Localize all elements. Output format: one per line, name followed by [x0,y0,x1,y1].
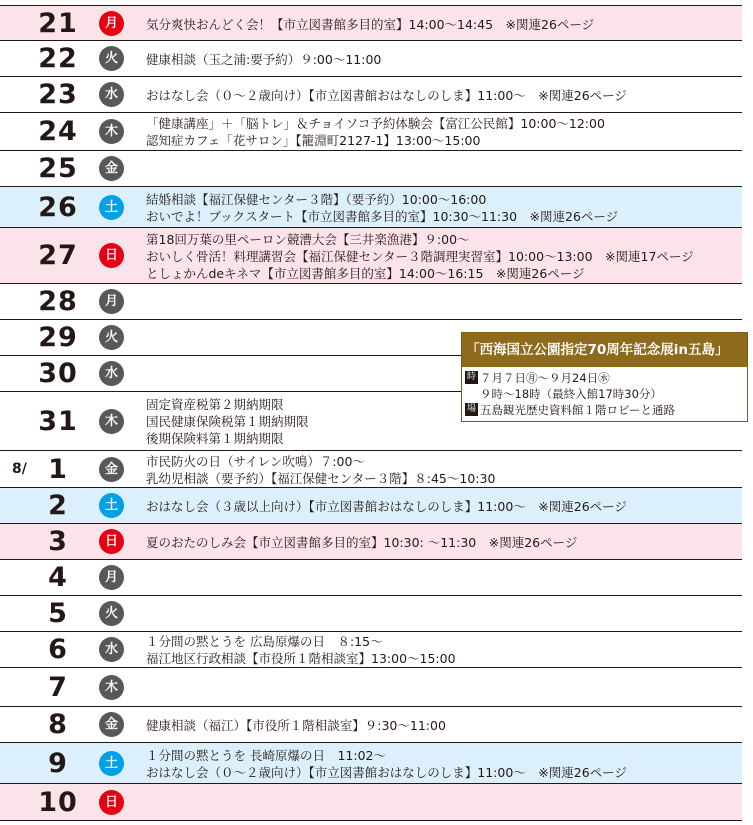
weekday-badge: 金 [99,457,124,482]
event-item: 気分爽快おんどく会！【市立図書館多目的室】14:00～14:45 ※関連26ページ [146,16,595,32]
day-number: 27 [38,240,78,271]
event-list [146,115,738,149]
event-list [146,498,738,515]
day-number: 29 [38,322,78,353]
notice-place-line [462,402,747,418]
event-item: 後期保険料第１期納期限 [146,431,284,446]
weekday-badge: 日 [99,790,124,815]
event-item: おはなし会（３歳以上向け）【市立図書館おはなしのしま】11:00～ ※関連26ページ [146,498,627,514]
weekday-badge: 木 [99,409,124,434]
day-number: 30 [38,358,78,389]
event-item: 固定資産税第２期納期限 [146,397,284,412]
day-number: 25 [38,153,78,184]
calendar-row [0,41,742,77]
event-item: 市民防火の日（サイレン吹鳴）７:00～ [146,453,365,469]
weekday-badge: 水 [99,82,124,107]
weekday-badge: 土 [99,195,124,220]
notice-hours: ９時～18時（最終入館17時30分） [480,387,662,401]
event-item: 乳幼児相談（要予約）【福江保健センター３階】８:45～10:30 [146,470,496,486]
event-list [146,633,738,667]
calendar-row [0,5,742,41]
day-number: 1 [48,453,68,485]
weekday-badge: 月 [99,565,124,590]
day-number: 2 [48,490,68,521]
calendar-row [0,451,742,488]
calendar-row [0,560,742,596]
event-item: おいでよ！ブックスタート【市立図書館多目的室】10:30～11:30 ※関連26ページ [146,208,619,224]
calendar-row [0,707,742,743]
notice-date: ７月７日㊊～９月24日㊌ [480,371,610,385]
day-number: 7 [48,671,68,703]
day-number: 21 [38,8,78,39]
day-number: 6 [48,634,68,665]
event-item: おいしく骨活！料理講習会【福江保健センター３階調理実習室】10:00～13:00 ※関連17ページ [146,248,694,264]
event-item: おはなし会（０～２歳向け）【市立図書館おはなしのしま】11:00～ ※関連26ページ [146,87,627,103]
weekday-badge: 金 [99,156,124,181]
weekday-badge: 金 [99,712,124,737]
month-prefix: 8/ [12,460,27,477]
notice-title: 「西海国立公園指定70周年記念展in五島」 [462,333,747,367]
event-item: 第18回万葉の里ペーロン競漕大会【三井楽漁港】９:00～ [146,231,470,247]
calendar-row [0,668,742,707]
event-list [146,453,738,487]
event-item: 結婚相談【福江保健センター３階】（要予約）10:00～16:00 [146,191,487,207]
calendar-row [0,151,742,187]
day-number: 5 [48,598,68,629]
event-list [146,231,738,282]
weekday-badge: 土 [99,751,124,776]
calendar-row [0,632,742,668]
weekday-badge: 火 [99,46,124,71]
event-list [146,51,738,68]
event-list [146,534,738,551]
calendar-row [0,524,742,560]
event-list [146,87,738,104]
time-icon: 時 [466,372,476,382]
day-number: 9 [48,747,68,779]
place-icon: 場 [466,404,476,414]
day-number: 22 [38,43,78,74]
weekday-badge: 月 [99,289,124,314]
event-item: としょかんdeキネマ【市立図書館多目的室】14:00～16:15 ※関連26ページ [146,265,585,281]
day-number: 28 [38,286,78,317]
event-list [146,191,738,225]
event-item: おはなし会（０～２歳向け）【市立図書館おはなしのしま】11:00～ ※関連26ページ [146,764,627,780]
calendar-row [0,187,742,228]
event-item: １分間の黙とうを 広島原爆の日 ８:15～ [146,634,383,649]
weekday-badge: 水 [99,637,124,662]
notice-hours-line [462,386,747,402]
day-number: 24 [38,116,78,147]
event-item: 夏のおたのしみ会【市立図書館多目的室】10:30: ～11:30 ※関連26ページ [146,534,578,550]
event-item: 健康相談（玉之浦:要予約）９:00～11:00 [146,51,382,67]
calendar-row [0,596,742,632]
day-number: 8 [48,709,68,740]
calendar-row [0,284,742,320]
event-list [146,747,738,781]
event-list [146,16,738,33]
calendar-row [0,743,742,784]
weekday-badge: 水 [99,361,124,386]
event-item: 「健康講座」＋「脳トレ」＆チョイソコ予約体験会【富江公民館】10:00～12:00 [146,116,605,131]
day-number: 26 [38,191,78,223]
weekday-badge: 火 [99,325,124,350]
event-item: 国民健康保険税第１期納期限 [146,414,309,429]
calendar-row [0,113,742,151]
weekday-badge: 木 [99,675,124,700]
event-item: 福江地区行政相談【市役所１階相談室】13:00～15:00 [146,651,456,666]
day-number: 23 [38,79,78,110]
weekday-badge: 火 [99,601,124,626]
weekday-badge: 木 [99,119,124,144]
notice-place: 五島観光歴史資料館１階ロビーと通路 [480,403,676,417]
notice-date-line [462,370,747,386]
event-item: 認知症カフェ「花サロン」【籠淵町2127-1】13:00～15:00 [146,133,481,148]
event-item: 健康相談（福江）【市役所１階相談室】９:30～11:00 [146,717,446,733]
calendar-row [0,784,742,821]
exhibition-notice [461,332,748,422]
day-number: 31 [38,405,78,437]
event-list [146,717,738,734]
weekday-badge: 土 [99,493,124,518]
day-number: 4 [48,562,68,593]
calendar-row [0,77,742,113]
event-item: １分間の黙とうを 長崎原爆の日 11:02～ [146,747,386,763]
calendar-row [0,228,742,284]
calendar-row [0,488,742,524]
weekday-badge: 月 [99,11,124,36]
weekday-badge: 日 [99,529,124,554]
day-number: 3 [48,526,68,557]
weekday-badge: 日 [99,243,124,268]
day-number: 10 [38,786,78,818]
